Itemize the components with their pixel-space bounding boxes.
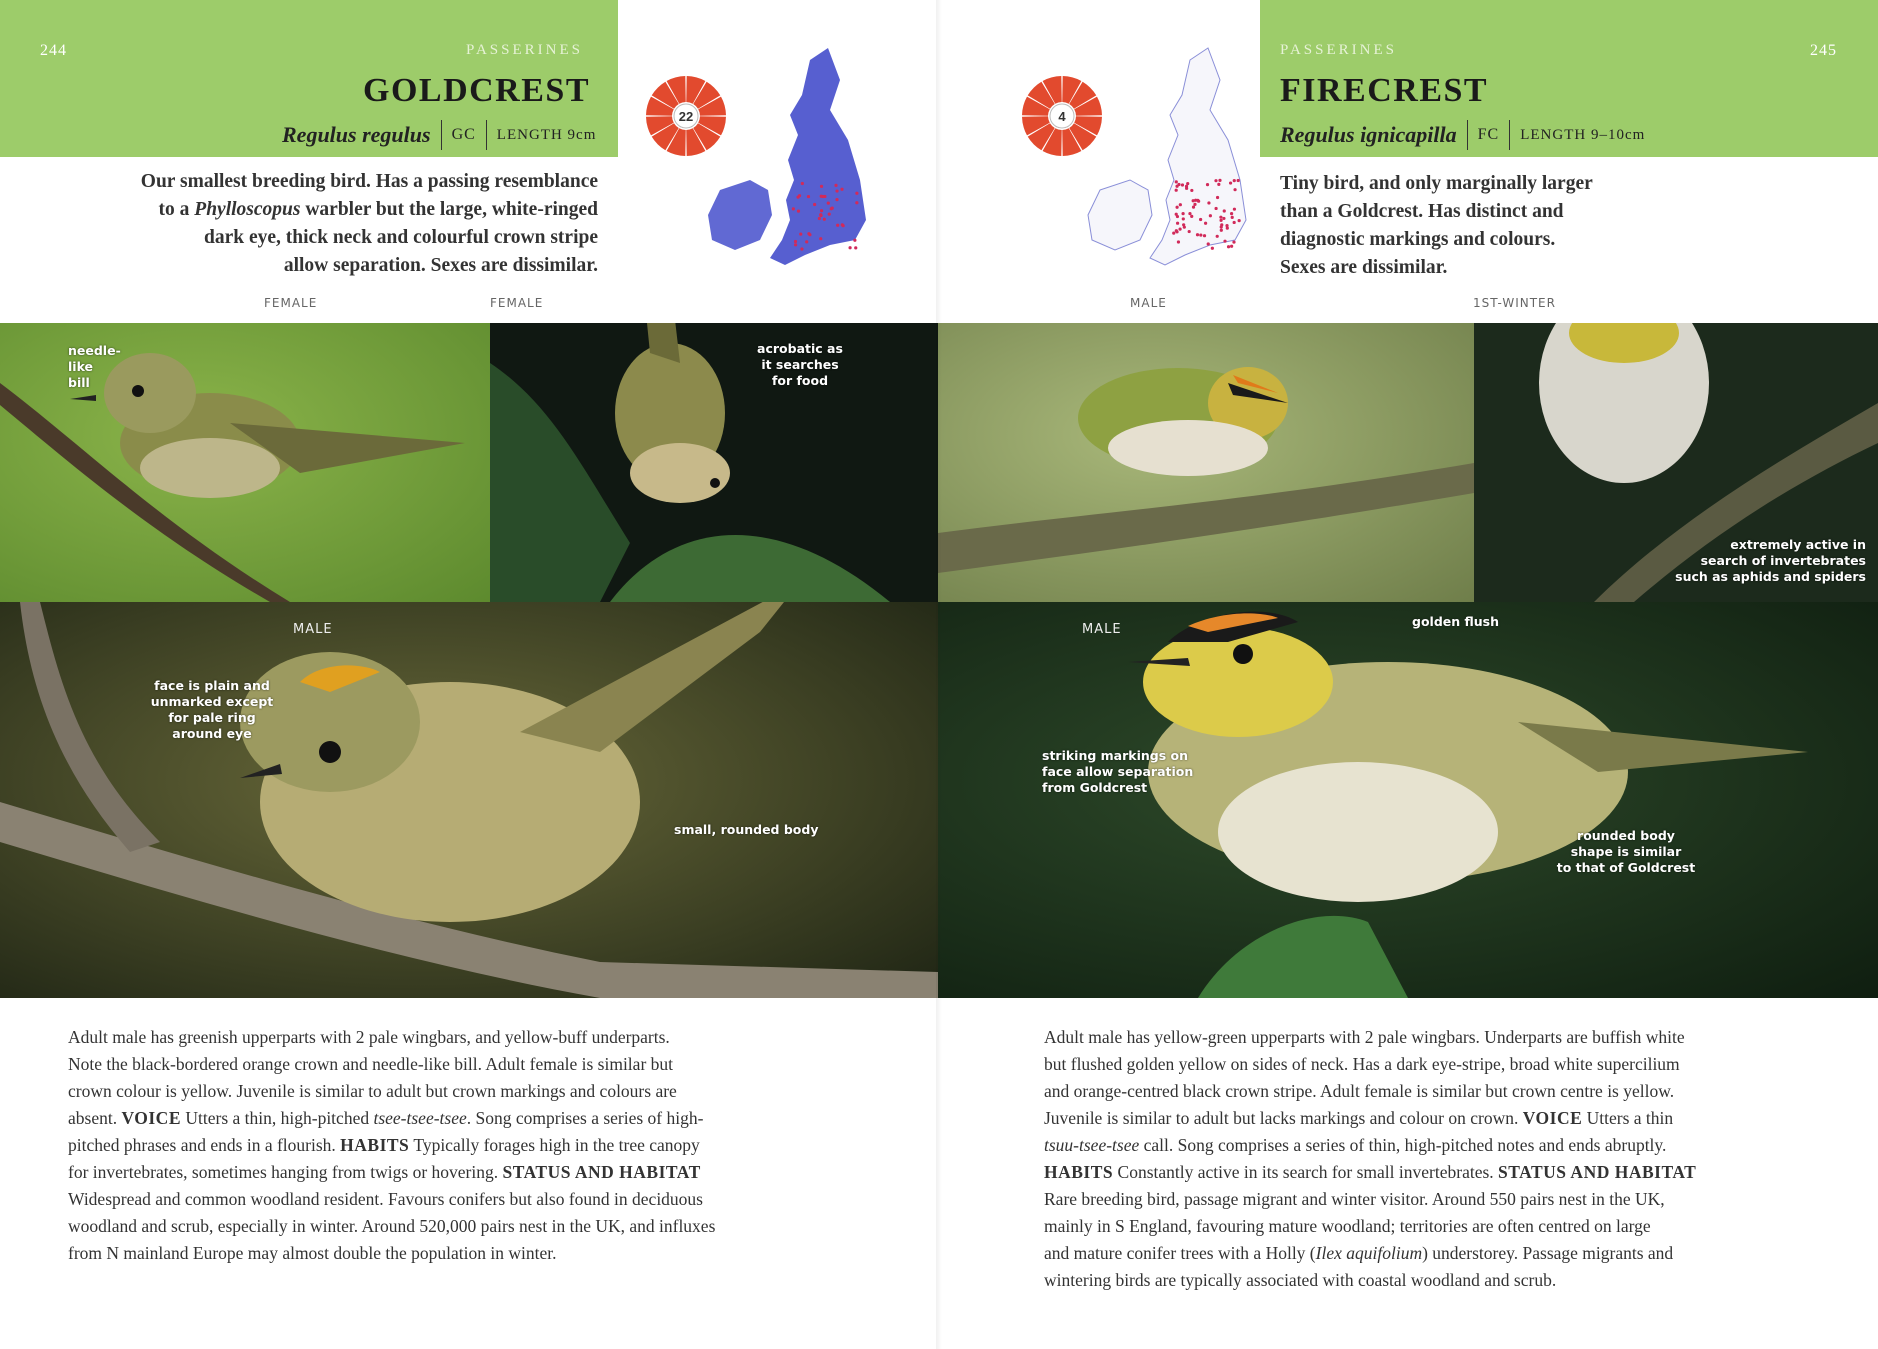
map-record-dot <box>1190 215 1193 218</box>
annotation-rounded-body: rounded body shape is similar to that of Goldcrest <box>1556 828 1696 875</box>
body-run: woodland and scrub, especially in winter. Around 520,000 pairs nest in the UK, and influxes <box>68 1216 716 1236</box>
left-body-line <box>68 1240 888 1267</box>
annotation-extremely-active: extremely active in search of invertebrates such as aphids and spiders <box>1675 537 1866 584</box>
map-record-dot <box>1192 206 1195 209</box>
right-intro-line: than a Goldcrest. Has distinct and <box>1280 201 1564 222</box>
left-body-line <box>68 1078 888 1105</box>
book-gutter <box>936 0 942 1349</box>
map-record-dot <box>1219 216 1222 219</box>
body-run: for invertebrates, sometimes hanging from twigs or hovering. <box>68 1162 503 1182</box>
left-length: LENGTH 9cm <box>496 126 597 143</box>
map-record-dot <box>1233 221 1236 224</box>
annotation-acrobatic: acrobatic as it searches for food <box>757 341 843 388</box>
map-record-dot <box>840 188 843 191</box>
photo-goldcrest-female-branch <box>0 323 490 602</box>
map-record-dot <box>821 195 824 198</box>
right-body-line <box>1044 1024 1844 1051</box>
map-record-dot <box>855 201 858 204</box>
body-heading: VOICE <box>121 1108 181 1128</box>
body-heading: STATUS AND HABITAT <box>502 1162 701 1182</box>
map-record-dot <box>1182 223 1185 226</box>
body-run: crown colour is yellow. Juvenile is similar to adult but crown markings and colours are <box>68 1081 677 1101</box>
map-record-dot <box>1175 206 1178 209</box>
map-record-dot <box>836 224 839 227</box>
right-intro-line: Tiny bird, and only marginally larger <box>1280 173 1593 194</box>
map-record-dot <box>1223 209 1226 212</box>
body-run: tsee-tsee-tsee <box>373 1108 467 1128</box>
map-record-dot <box>1194 199 1197 202</box>
map-record-dot <box>1218 179 1221 182</box>
right-body-line <box>1044 1078 1844 1105</box>
map-record-dot <box>848 246 851 249</box>
right-body-line <box>1044 1051 1844 1078</box>
map-record-dot <box>820 185 823 188</box>
body-run: Note the black-bordered orange crown and needle-like bill. Adult female is similar but <box>68 1054 674 1074</box>
right-body-line <box>1044 1105 1844 1132</box>
annotation-small-body: small, rounded body <box>674 822 819 837</box>
left-page-number: 244 <box>40 42 67 59</box>
right-body-line <box>1044 1267 1844 1294</box>
right-info-divider-2 <box>1509 120 1510 150</box>
left-body-line <box>68 1105 888 1132</box>
right-body-line <box>1044 1186 1844 1213</box>
left-intro-text <box>60 168 598 280</box>
right-distribution-map <box>1070 40 1260 290</box>
map-record-dot <box>835 198 838 201</box>
body-run: Constantly active in its search for small invertebrates. <box>1113 1162 1499 1182</box>
map-record-dot <box>1216 196 1219 199</box>
body-run: call. Song comprises a series of thin, high-pitched notes and ends abruptly. <box>1139 1135 1667 1155</box>
right-body-line <box>1044 1132 1844 1159</box>
map-record-dot <box>798 194 801 197</box>
map-record-dot <box>1232 240 1235 243</box>
map-record-dot <box>1219 219 1222 222</box>
map-record-dot <box>1193 203 1196 206</box>
right-species-title: FIRECREST <box>1280 72 1489 109</box>
map-record-dot <box>828 213 831 216</box>
map-record-dot <box>1190 189 1193 192</box>
body-heading: HABITS <box>1044 1162 1114 1182</box>
left-scientific-name: Regulus regulus <box>282 122 431 147</box>
map-record-dot <box>1230 212 1233 215</box>
map-record-dot <box>1207 201 1210 204</box>
map-record-dot <box>841 223 844 226</box>
right-body-line <box>1044 1213 1844 1240</box>
map-record-dot <box>1204 222 1207 225</box>
map-record-dot <box>1225 224 1228 227</box>
map-record-dot <box>1207 242 1210 245</box>
right-body-line <box>1044 1159 1844 1186</box>
annotation-golden-flush: golden flush <box>1412 614 1499 629</box>
right-photo-label-winter: 1ST-WINTER <box>1473 296 1556 310</box>
right-photo-label-male-1: MALE <box>1130 296 1167 310</box>
map-record-dot <box>1181 212 1184 215</box>
left-body-line <box>68 1024 888 1051</box>
body-run: but flushed golden yellow on sides of neck. Has a dark eye-stripe, broad white supercilium <box>1044 1054 1680 1074</box>
right-species-code: FC <box>1477 126 1500 143</box>
left-intro-line: to a Phylloscopus warbler but the large, white-ringed <box>158 199 598 220</box>
map-record-dot <box>801 182 804 185</box>
map-record-dot <box>1176 222 1179 225</box>
map-record-dot <box>819 237 822 240</box>
map-record-dot <box>1185 187 1188 190</box>
right-status-dial-value: 4 <box>1058 109 1066 124</box>
left-info-divider <box>441 120 442 150</box>
map-record-dot <box>1188 212 1191 215</box>
map-record-dot <box>1220 225 1223 228</box>
right-section-label: PASSERINES <box>1280 42 1397 58</box>
body-run: pitched phrases and ends in a flourish. <box>68 1135 341 1155</box>
map-record-dot <box>807 195 810 198</box>
body-run: Widespread and common woodland resident. Favours conifers but also found in deciduous <box>68 1189 703 1209</box>
map-record-dot <box>1176 215 1179 218</box>
map-record-dot <box>820 209 823 212</box>
map-record-dot <box>1199 233 1202 236</box>
body-heading: STATUS AND HABITAT <box>1498 1162 1697 1182</box>
map-record-dot <box>1223 240 1226 243</box>
map-record-dot <box>1214 179 1217 182</box>
left-distribution-map <box>690 40 880 290</box>
right-intro-text <box>1280 170 1680 282</box>
map-record-dot <box>1230 245 1233 248</box>
map-record-dot <box>1220 229 1223 232</box>
map-record-dot <box>855 192 858 195</box>
left-photo-label-female-1: FEMALE <box>264 296 318 310</box>
map-record-dot <box>1177 183 1180 186</box>
map-record-dot <box>854 246 857 249</box>
left-body-line <box>68 1051 888 1078</box>
right-scientific-name: Regulus ignicapilla <box>1280 122 1457 147</box>
map-record-dot <box>1214 207 1217 210</box>
map-record-dot <box>1238 219 1241 222</box>
photo-goldcrest-male <box>0 602 938 998</box>
annotation-face-plain: face is plain and unmarked except for pale ring around eye <box>150 678 274 741</box>
map-record-dot <box>1209 214 1212 217</box>
map-record-dot <box>1231 216 1234 219</box>
right-page-number: 245 <box>1810 42 1837 59</box>
left-body-line <box>68 1159 888 1186</box>
left-body-text <box>68 1024 888 1267</box>
left-photo-label-male: MALE <box>293 622 333 637</box>
body-run: wintering birds are typically associated with coastal woodland and scrub. <box>1044 1270 1557 1290</box>
body-run: absent. <box>68 1108 122 1128</box>
map-record-dot <box>1233 208 1236 211</box>
map-record-dot <box>1206 183 1209 186</box>
right-body-text <box>1044 1024 1844 1294</box>
body-run: Utters a thin <box>1582 1108 1674 1128</box>
map-record-dot <box>853 239 856 242</box>
map-record-dot <box>819 213 822 216</box>
map-record-dot <box>835 189 838 192</box>
map-record-dot <box>1216 235 1219 238</box>
map-record-dot <box>797 209 800 212</box>
left-body-line <box>68 1186 888 1213</box>
right-length: LENGTH 9–10cm <box>1520 126 1646 143</box>
map-record-dot <box>1182 217 1185 220</box>
body-run: tsuu-tsee-tsee <box>1044 1135 1140 1155</box>
map-record-dot <box>805 240 808 243</box>
map-record-dot <box>1229 181 1232 184</box>
left-status-dial-value: 22 <box>678 109 694 124</box>
map-record-dot <box>800 247 803 250</box>
body-heading: HABITS <box>340 1135 410 1155</box>
map-record-dot <box>818 217 821 220</box>
map-record-dot <box>1196 233 1199 236</box>
annotation-striking-markings: striking markings on face allow separation from Goldcrest <box>1042 748 1194 795</box>
body-run: Adult male has greenish upperparts with 2 pale wingbars, and yellow-buff underparts. <box>68 1027 670 1047</box>
annotation-needle-bill: needle- like bill <box>68 343 121 390</box>
photo-firecrest-male-branch <box>938 323 1474 602</box>
map-record-dot <box>1186 182 1189 185</box>
map-record-dot <box>1233 188 1236 191</box>
body-run: Typically forages high in the tree canopy <box>409 1135 700 1155</box>
left-body-line <box>68 1213 888 1240</box>
photo-firecrest-1st-winter <box>1474 323 1878 602</box>
map-record-dot <box>807 232 810 235</box>
right-photo-label-male-2: MALE <box>1082 622 1122 637</box>
map-record-dot <box>813 203 816 206</box>
body-run: and orange-centred black crown stripe. Adult female is similar but crown centre is yellow. <box>1044 1081 1675 1101</box>
body-run: ) understorey. Passage migrants and <box>1422 1243 1674 1263</box>
map-record-dot <box>1181 183 1184 186</box>
map-record-dot <box>1172 232 1175 235</box>
map-record-dot <box>831 207 834 210</box>
body-run: Adult male has yellow-green upperparts with 2 pale wingbars. Underparts are buffish white <box>1044 1027 1685 1047</box>
map-record-dot <box>827 202 830 205</box>
left-species-info <box>282 120 596 150</box>
map-record-dot <box>1227 245 1230 248</box>
left-body-line <box>68 1132 888 1159</box>
left-section-label: PASSERINES <box>466 42 583 58</box>
map-record-dot <box>1237 179 1240 182</box>
map-record-dot <box>1217 183 1220 186</box>
body-run: from N mainland Europe may almost double the population in winter. <box>68 1243 557 1263</box>
left-photo-label-female-2: FEMALE <box>490 296 544 310</box>
map-record-dot <box>792 207 795 210</box>
body-run: . Song comprises a series of high- <box>466 1108 704 1128</box>
map-record-dot <box>1188 230 1191 233</box>
map-record-dot <box>794 240 797 243</box>
left-intro-line: allow separation. Sexes are dissimilar. <box>283 255 598 276</box>
left-species-title: GOLDCREST <box>363 72 590 109</box>
right-intro-line: diagnostic markings and colours. <box>1280 229 1556 250</box>
map-record-dot <box>1211 247 1214 250</box>
body-run: Juvenile is similar to adult but lacks markings and colour on crown. <box>1044 1108 1523 1128</box>
left-intro-line: Our smallest breeding bird. Has a passing resemblance <box>140 171 598 192</box>
body-run: Utters a thin, high-pitched <box>181 1108 374 1128</box>
map-record-dot <box>1175 189 1178 192</box>
map-record-dot <box>799 232 802 235</box>
body-heading: VOICE <box>1522 1108 1583 1128</box>
right-species-info <box>1280 120 1645 150</box>
left-species-code: GC <box>451 126 476 143</box>
map-record-dot <box>1175 180 1178 183</box>
photo-goldcrest-female-acrobatic <box>490 323 938 602</box>
map-record-dot <box>1203 234 1206 237</box>
left-intro-line: dark eye, thick neck and colourful crown stripe <box>204 227 598 248</box>
map-record-dot <box>1233 179 1236 182</box>
map-record-dot <box>823 218 826 221</box>
body-run: and mature conifer trees with a Holly ( <box>1044 1243 1316 1263</box>
map-record-dot <box>1178 228 1181 231</box>
left-info-divider-2 <box>486 120 487 150</box>
map-record-dot <box>1177 240 1180 243</box>
right-info-divider <box>1467 120 1468 150</box>
photo-firecrest-male <box>938 602 1878 998</box>
body-run: mainly in S England, favouring mature woodland; territories are often centred on large <box>1044 1216 1651 1236</box>
map-record-dot <box>834 184 837 187</box>
right-intro-line: Sexes are dissimilar. <box>1280 257 1448 278</box>
map-record-dot <box>1199 218 1202 221</box>
body-run: Rare breeding bird, passage migrant and winter visitor. Around 550 pairs nest in the UK, <box>1044 1189 1665 1209</box>
map-record-dot <box>794 243 797 246</box>
body-run: Ilex aquifolium <box>1315 1243 1423 1263</box>
right-body-line <box>1044 1240 1844 1267</box>
map-record-dot <box>1179 203 1182 206</box>
map-record-dot <box>1175 229 1178 232</box>
map-record-dot <box>1222 217 1225 220</box>
